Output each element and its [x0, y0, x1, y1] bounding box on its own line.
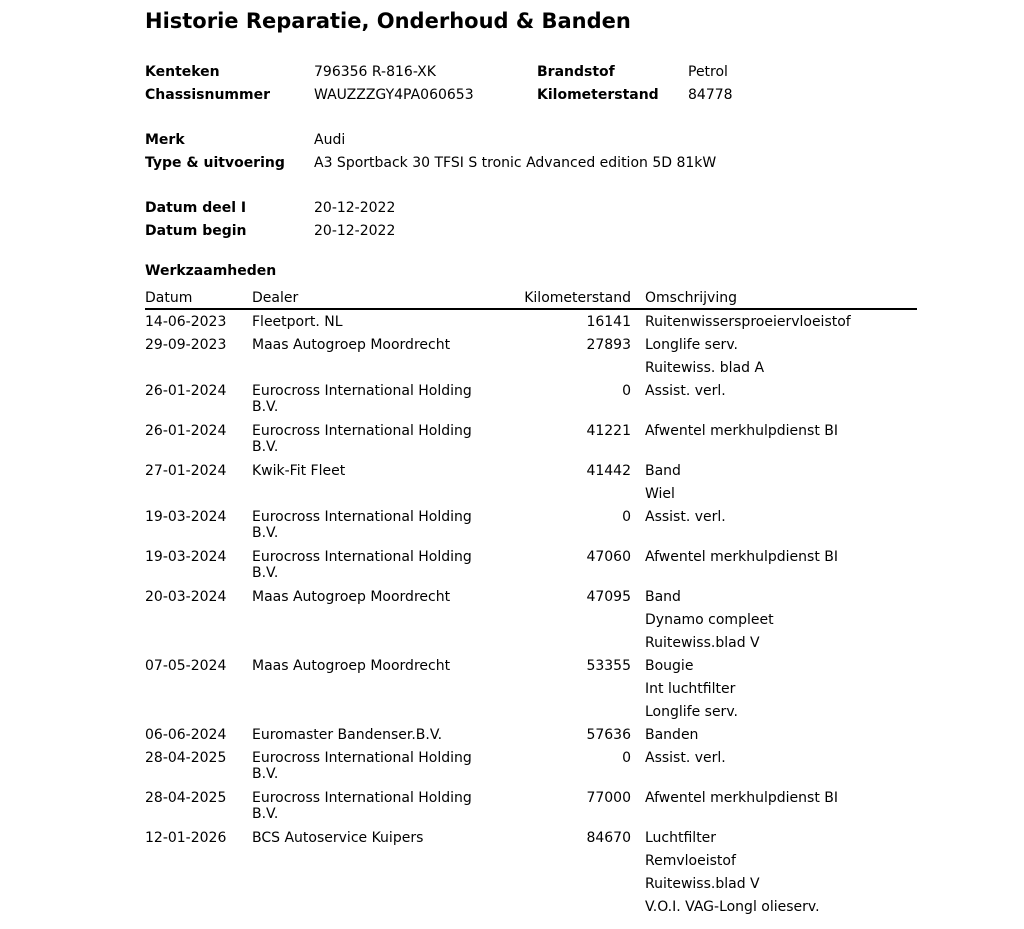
row-date: 07-05-2024: [145, 658, 227, 674]
omschrijving-line: Assist. verl.: [645, 509, 726, 525]
row-date: 26-01-2024: [145, 423, 227, 439]
omschrijving-line: Afwentel merkhulpdienst BI: [645, 423, 839, 439]
omschrijving-line: Afwentel merkhulpdienst BI: [645, 549, 839, 565]
table-row: [145, 747, 917, 787]
row-kilometerstand: 0: [622, 383, 631, 399]
datum-begin-value: 20-12-2022: [314, 223, 396, 239]
werkzaamheden-table-body: [145, 311, 917, 919]
chassis-value: WAUZZZGY4PA060653: [314, 87, 474, 103]
row-omschrijving: [645, 787, 838, 810]
table-row: [145, 827, 917, 919]
row-omschrijving: [645, 724, 698, 747]
omschrijving-line: Assist. verl.: [645, 383, 726, 399]
column-header-dealer: Dealer: [252, 290, 299, 306]
row-dealer: Eurocross International Holding B.V.: [252, 423, 472, 455]
row-omschrijving: [645, 586, 774, 655]
row-date: 12-01-2026: [145, 830, 227, 846]
row-omschrijving: [645, 334, 764, 380]
row-dealer: Euromaster Bandenser.B.V.: [252, 727, 443, 743]
kenteken-label: Kenteken: [145, 64, 220, 80]
omschrijving-line: Longlife serv.: [645, 337, 738, 353]
type-label: Type & uitvoering: [145, 155, 285, 171]
row-dealer: BCS Autoservice Kuipers: [252, 830, 424, 846]
datum-begin-label: Datum begin: [145, 223, 247, 239]
row-date: 06-06-2024: [145, 727, 227, 743]
omschrijving-line: V.O.I. VAG-Longl olieserv.: [645, 899, 820, 915]
row-dealer: Eurocross International Holding B.V.: [252, 509, 472, 541]
omschrijving-line: Ruitewiss.blad V: [645, 876, 760, 892]
row-dealer: Maas Autogroep Moordrecht: [252, 589, 451, 605]
row-omschrijving: [645, 655, 738, 724]
omschrijving-line: Banden: [645, 727, 699, 743]
table-row: [145, 787, 917, 827]
omschrijving-line: Remvloeistof: [645, 853, 736, 869]
row-date: 29-09-2023: [145, 337, 227, 353]
table-row: [145, 420, 917, 460]
row-kilometerstand: 47095: [586, 589, 631, 605]
row-kilometerstand: 77000: [586, 790, 631, 806]
brandstof-label: Brandstof: [537, 64, 615, 80]
row-date: 28-04-2025: [145, 790, 227, 806]
omschrijving-line: Band: [645, 463, 681, 479]
table-row: [145, 506, 917, 546]
row-omschrijving: [645, 506, 726, 529]
row-omschrijving: [645, 827, 820, 919]
row-kilometerstand: 0: [622, 750, 631, 766]
table-row: [145, 460, 917, 506]
table-header: [145, 288, 917, 310]
row-date: 28-04-2025: [145, 750, 227, 766]
row-kilometerstand: 47060: [586, 549, 631, 565]
omschrijving-line: Luchtfilter: [645, 830, 717, 846]
column-header-omschrijving: Omschrijving: [645, 290, 737, 306]
row-kilometerstand: 57636: [586, 727, 631, 743]
row-kilometerstand: 16141: [586, 314, 631, 330]
table-row: [145, 546, 917, 586]
omschrijving-line: Ruitewiss. blad A: [645, 360, 765, 376]
type-value: A3 Sportback 30 TFSI S tronic Advanced edition 5D 81kW: [314, 155, 717, 171]
row-kilometerstand: 84670: [586, 830, 631, 846]
kilometerstand-label: Kilometerstand: [537, 87, 659, 103]
omschrijving-line: Bougie: [645, 658, 694, 674]
column-header-kilometerstand: Kilometerstand: [524, 290, 631, 306]
row-kilometerstand: 0: [622, 509, 631, 525]
omschrijving-line: Int luchtfilter: [645, 681, 736, 697]
omschrijving-line: Ruitewiss.blad V: [645, 635, 760, 651]
row-kilometerstand: 41221: [586, 423, 631, 439]
omschrijving-line: Afwentel merkhulpdienst BI: [645, 790, 839, 806]
row-dealer: Fleetport. NL: [252, 314, 343, 330]
row-date: 20-03-2024: [145, 589, 227, 605]
table-row: [145, 655, 917, 724]
brandstof-value: Petrol: [688, 64, 728, 80]
row-kilometerstand: 41442: [586, 463, 631, 479]
merk-value: Audi: [314, 132, 346, 148]
merk-label: Merk: [145, 132, 185, 148]
row-kilometerstand: 27893: [586, 337, 631, 353]
werkzaamheden-title: Werkzaamheden: [145, 263, 277, 279]
datum-deel-label: Datum deel I: [145, 200, 247, 216]
row-date: 19-03-2024: [145, 549, 227, 565]
row-omschrijving: [645, 747, 726, 770]
row-dealer: Maas Autogroep Moordrecht: [252, 337, 451, 353]
kilometerstand-value: 84778: [688, 87, 733, 103]
omschrijving-line: Ruitenwissersproeiervloeistof: [645, 314, 851, 330]
kenteken-value: 796356 R-816-XK: [314, 64, 436, 80]
row-date: 19-03-2024: [145, 509, 227, 525]
row-kilometerstand: 53355: [586, 658, 631, 674]
row-omschrijving: [645, 420, 838, 443]
page-title: Historie Reparatie, Onderhoud & Banden: [145, 9, 631, 33]
omschrijving-line: Longlife serv.: [645, 704, 738, 720]
row-date: 14-06-2023: [145, 314, 227, 330]
omschrijving-line: Dynamo compleet: [645, 612, 774, 628]
table-row: [145, 311, 917, 334]
row-omschrijving: [645, 311, 851, 334]
column-header-datum: Datum: [145, 290, 193, 306]
row-dealer: Eurocross International Holding B.V.: [252, 549, 472, 581]
row-dealer: Eurocross International Holding B.V.: [252, 750, 472, 782]
table-row: [145, 724, 917, 747]
chassis-label: Chassisnummer: [145, 87, 270, 103]
datum-deel-value: 20-12-2022: [314, 200, 396, 216]
row-dealer: Kwik-Fit Fleet: [252, 463, 346, 479]
row-omschrijving: [645, 460, 681, 506]
row-omschrijving: [645, 546, 838, 569]
omschrijving-line: Band: [645, 589, 681, 605]
row-dealer: Eurocross International Holding B.V.: [252, 790, 472, 822]
row-date: 26-01-2024: [145, 383, 227, 399]
row-dealer: Maas Autogroep Moordrecht: [252, 658, 451, 674]
table-row: [145, 334, 917, 380]
table-row: [145, 586, 917, 655]
row-dealer: Eurocross International Holding B.V.: [252, 383, 472, 415]
table-row: [145, 380, 917, 420]
row-date: 27-01-2024: [145, 463, 227, 479]
row-omschrijving: [645, 380, 726, 403]
omschrijving-line: Assist. verl.: [645, 750, 726, 766]
omschrijving-line: Wiel: [645, 486, 675, 502]
